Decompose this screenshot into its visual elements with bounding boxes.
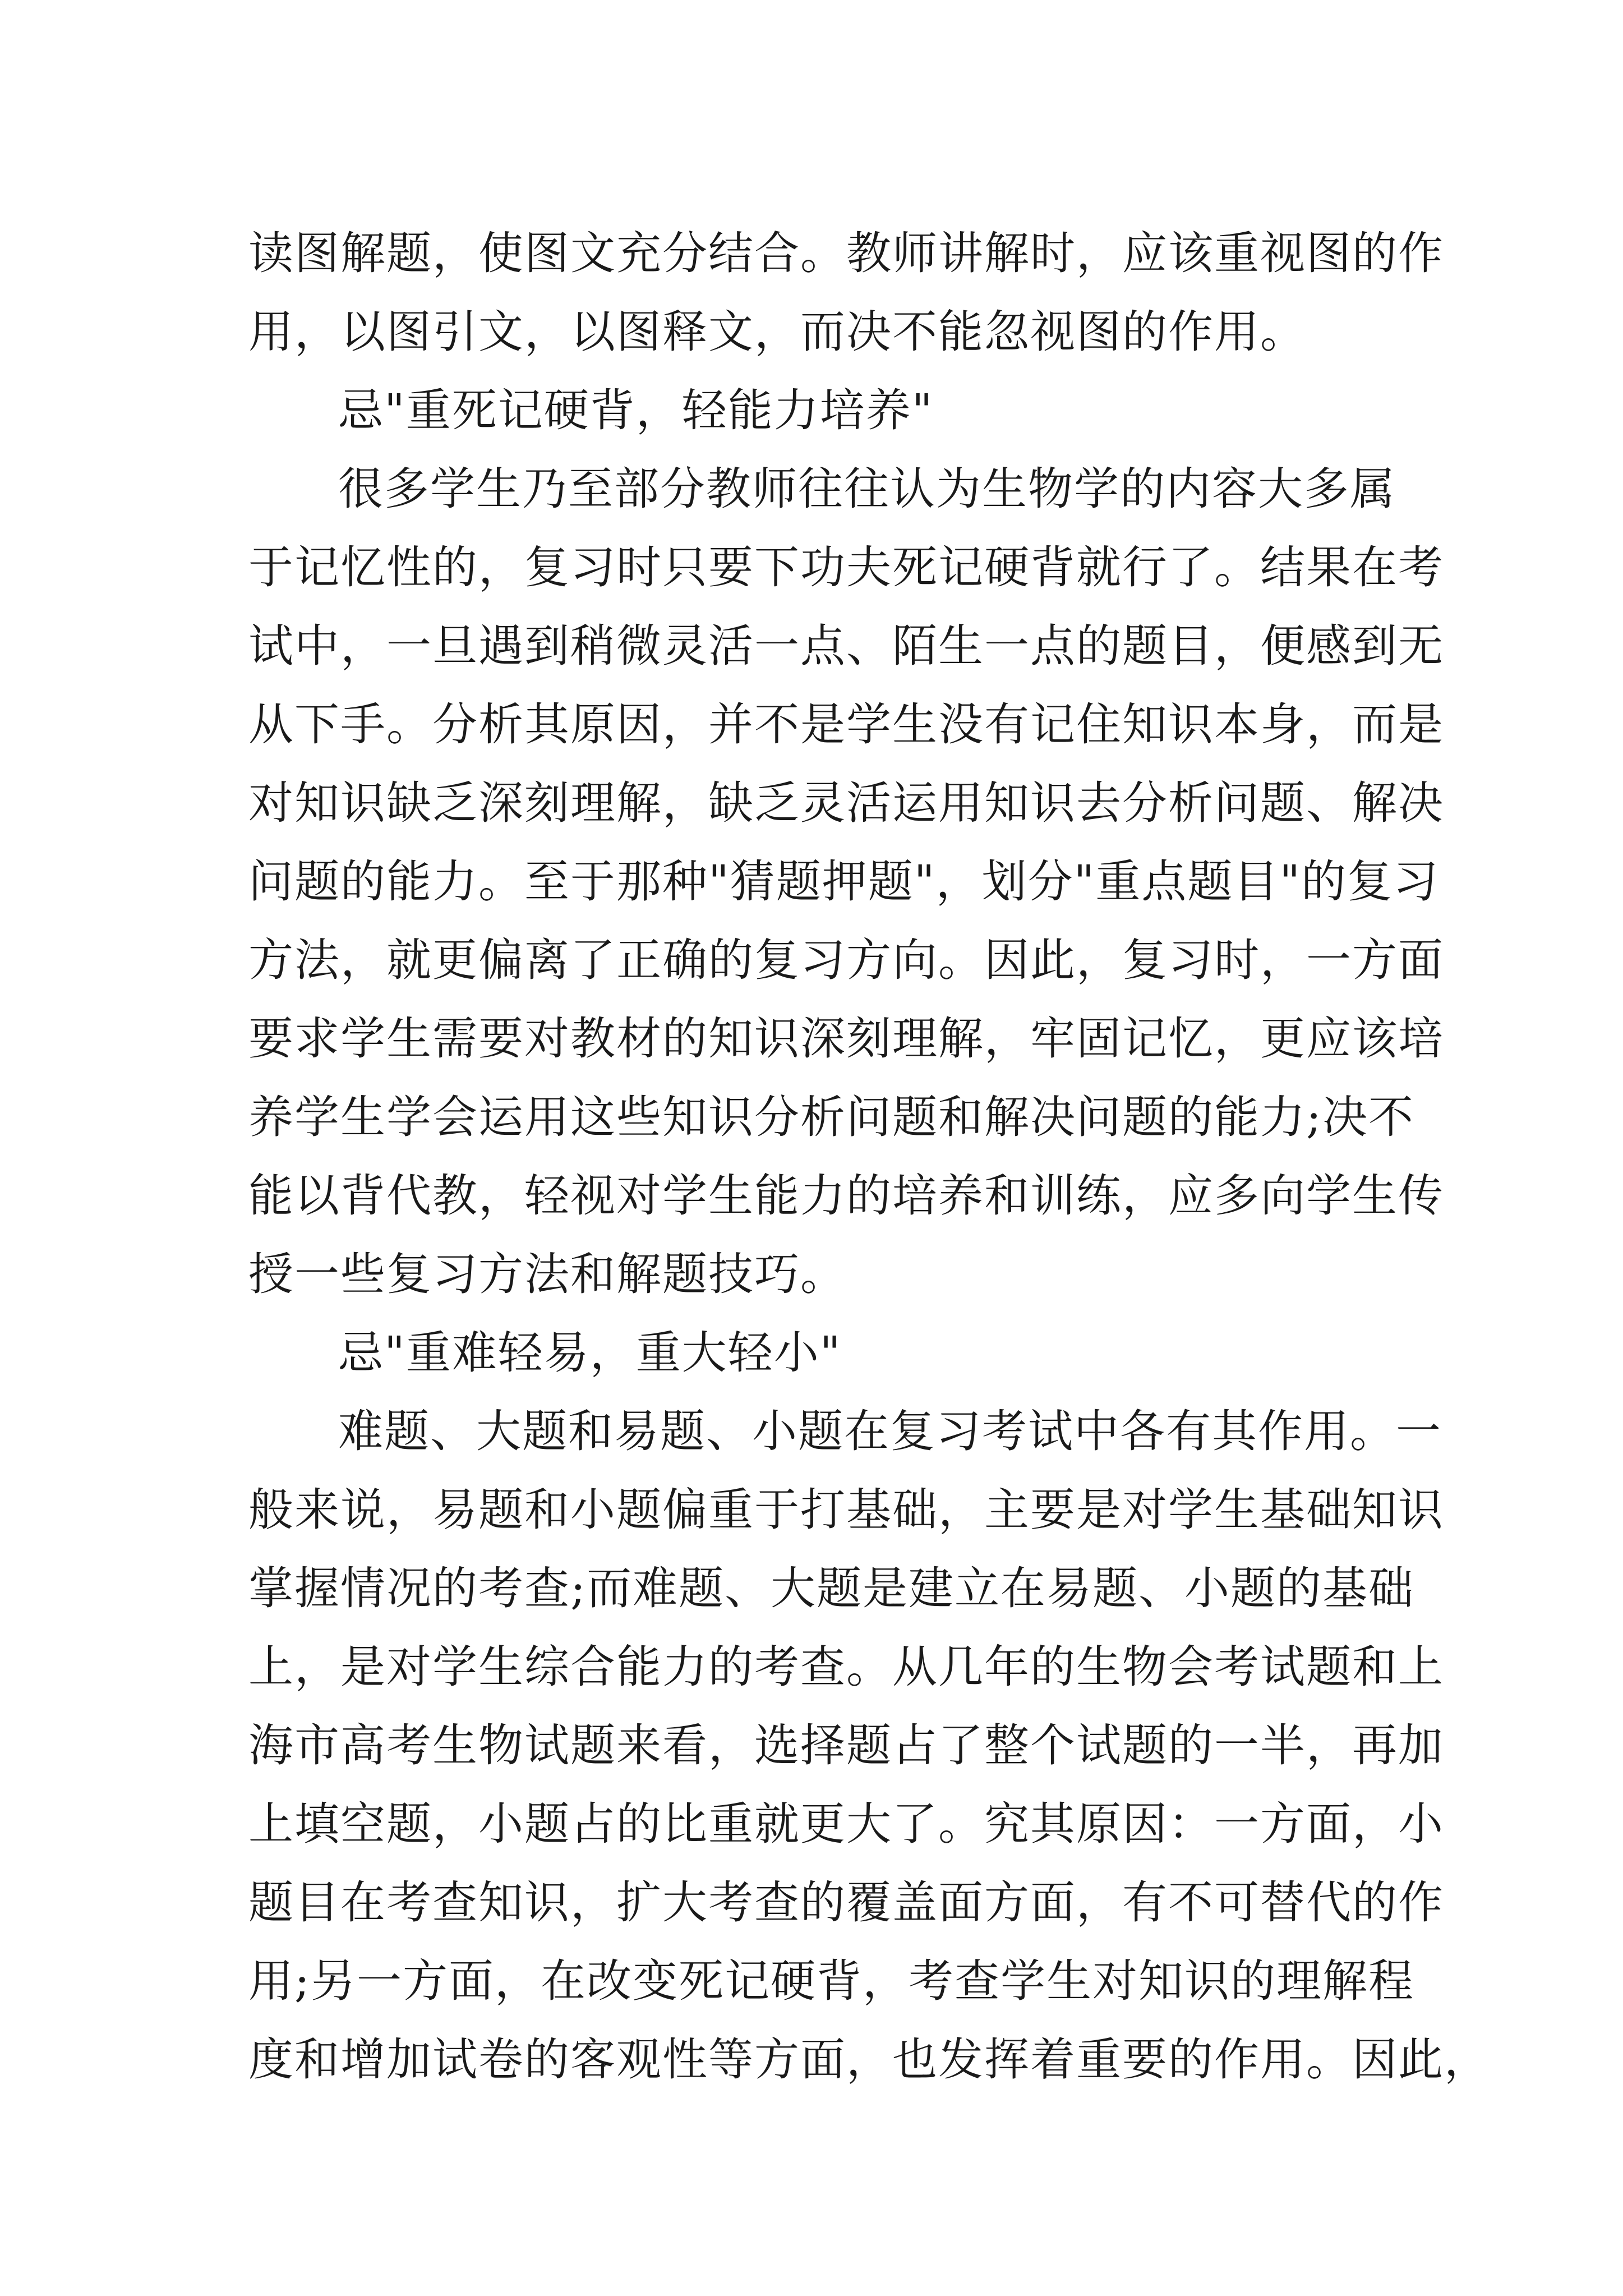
- section-heading: 忌"重死记硬背，轻能力培养": [338, 384, 934, 436]
- text-line: 般来说，易题和小题偏重于打基础，主要是对学生基础知识: [248, 1484, 1444, 1536]
- text-line: 能以背代教，轻视对学生能力的培养和训练，应多向学生传: [248, 1170, 1444, 1222]
- text-line: 题目在考查知识，扩大考查的覆盖面方面，有不可替代的作: [248, 1876, 1444, 1929]
- text-line: 很多学生乃至部分教师往往认为生物学的内容大多属: [338, 463, 1396, 515]
- text-line: 用，以图引文，以图释文，而决不能忽视图的作用。: [248, 306, 1306, 358]
- text-line: 用;另一方面，在改变死记硬背，考查学生对知识的理解程: [248, 1955, 1414, 2007]
- text-line: 从下手。分析其原因，并不是学生没有记住知识本身，而是: [248, 698, 1444, 751]
- text-line: 难题、大题和易题、小题在复习考试中各有其作用。一: [338, 1405, 1442, 1457]
- section-heading: 忌"重难轻易，重大轻小": [338, 1327, 842, 1379]
- text-line: 授一些复习方法和解题技巧。: [248, 1248, 846, 1300]
- text-line: 度和增加试卷的客观性等方面，也发挥着重要的作用。因此，: [248, 2033, 1490, 2086]
- text-line: 上，是对学生综合能力的考查。从几年的生物会考试题和上: [248, 1641, 1444, 1693]
- text-line: 海市高考生物试题来看，选择题占了整个试题的一半，再加: [248, 1719, 1444, 1772]
- text-line: 于记忆性的，复习时只要下功夫死记硬背就行了。结果在考: [248, 541, 1444, 593]
- text-line: 问题的能力。至于那种"猜题押题"，划分"重点题目"的复习: [248, 855, 1440, 908]
- text-line: 养学生学会运用这些知识分析问题和解决问题的能力;决不: [248, 1091, 1414, 1143]
- text-line: 试中，一旦遇到稍微灵活一点、陌生一点的题目，便感到无: [248, 620, 1444, 672]
- text-line: 掌握情况的考查;而难题、大题是建立在易题、小题的基础: [248, 1562, 1414, 1614]
- text-line: 上填空题，小题占的比重就更大了。究其原因：一方面，小: [248, 1798, 1444, 1850]
- text-line: 方法，就更偏离了正确的复习方向。因此，复习时，一方面: [248, 934, 1444, 986]
- text-line: 要求学生需要对教材的知识深刻理解，牢固记忆，更应该培: [248, 1013, 1444, 1065]
- text-line: 读图解题，使图文充分结合。教师讲解时，应该重视图的作: [248, 227, 1444, 279]
- text-line: 对知识缺乏深刻理解，缺乏灵活运用知识去分析问题、解决: [248, 777, 1444, 829]
